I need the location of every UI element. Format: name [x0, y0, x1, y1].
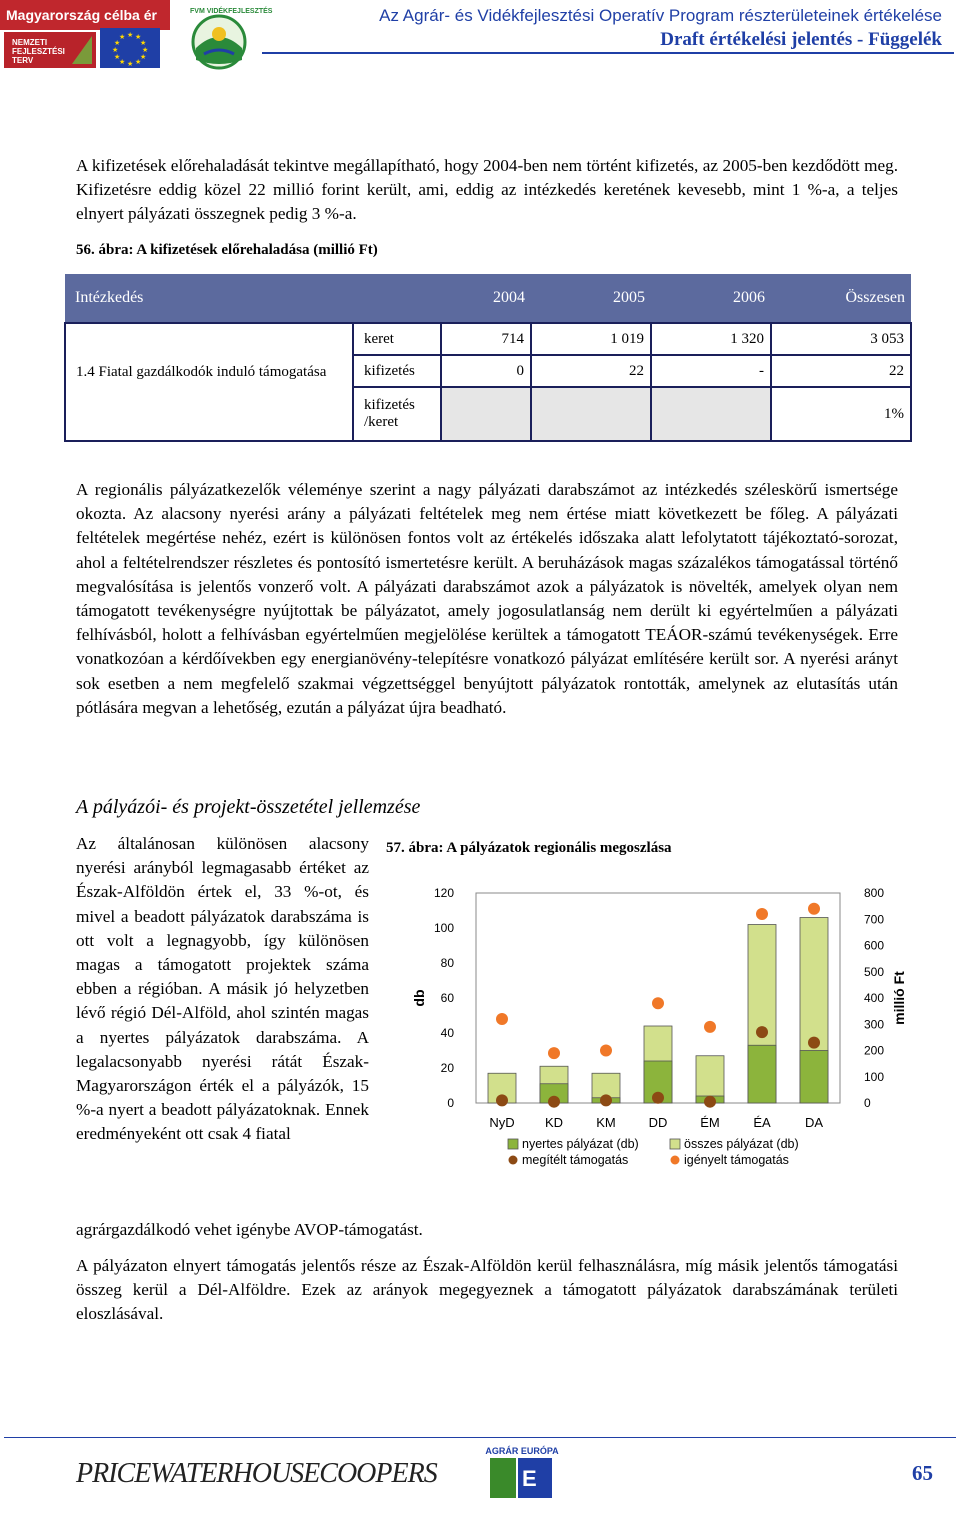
svg-text:★: ★ — [127, 61, 134, 68]
legend-swatch-total — [670, 1139, 680, 1149]
svg-text:★: ★ — [140, 54, 147, 61]
page-number: 65 — [912, 1461, 933, 1485]
fvm-logo — [182, 2, 273, 72]
row-label: kifizetés — [353, 355, 441, 387]
y2-tick-label: 700 — [864, 912, 885, 927]
header-divider — [262, 52, 954, 54]
x-tick-label: KM — [596, 1115, 616, 1130]
row-label: keret — [353, 323, 441, 355]
document-title: Az Agrár- és Vidékfejlesztési Operatív Program részterületeinek értékelése — [379, 6, 942, 25]
eu-flag-icon — [100, 28, 160, 68]
svg-text:★: ★ — [127, 32, 134, 39]
header-2005: 2005 — [531, 274, 651, 323]
svg-text:FVM VIDÉKFEJLESZTÉS: FVM VIDÉKFEJLESZTÉS — [190, 8, 273, 15]
footer-divider — [4, 1437, 956, 1438]
x-tick-label: DA — [804, 1115, 824, 1130]
legend-swatch-winner — [508, 1139, 518, 1149]
header-measure: Intézkedés — [65, 274, 353, 323]
table-row: 1.4 Fiatal gazdálkodók induló támogatása keret 714 1 019 1 320 3 053 — [65, 323, 911, 355]
svg-text:★: ★ — [142, 47, 149, 54]
regional-chart — [380, 860, 920, 1190]
table-row: kifizetés /keret 1% — [65, 387, 911, 441]
svg-text:★: ★ — [119, 59, 126, 66]
y2-tick-label: 100 — [864, 1069, 885, 1084]
x-tick-label: ÉA — [753, 1115, 771, 1130]
header-total: Összesen — [771, 274, 911, 323]
table-caption: 56. ábra: A kifizetések előrehaladása (millió Ft) — [76, 242, 378, 258]
y2-axis-label: millió Ft — [891, 971, 907, 1025]
point-granted-ÉM — [704, 1096, 716, 1108]
svg-text:★: ★ — [135, 34, 142, 41]
point-requested-DA — [808, 903, 820, 915]
y2-tick-label: 0 — [864, 1096, 871, 1110]
point-granted-DA — [808, 1037, 820, 1049]
chart-caption: 57. ábra: A pályázatok regionális megoszlása — [386, 840, 672, 856]
paragraph-payments: A kifizetések előrehaladását tekintve megállapítható, hogy 2004-ben nem történt kifizetés, az 2005-ben kezdődött meg. Kifizetésre eddig közel 22 millió forint került, ami, eddig az intézkedés keretének kevesebb, mint 1 %-a, a teljes elnyert pályázati összegnek pedig 3 %-a. — [76, 156, 898, 224]
y2-tick-label: 400 — [864, 991, 885, 1005]
y-axis-label: db — [411, 989, 427, 1007]
svg-text:★: ★ — [114, 54, 121, 61]
document-subtitle: Draft értékelési jelentés - Függelék — [660, 29, 942, 50]
y-tick-label: 60 — [440, 991, 454, 1005]
svg-text:E: E — [522, 1466, 537, 1491]
svg-text:★: ★ — [112, 47, 119, 54]
point-requested-KM — [600, 1045, 612, 1057]
paragraph-funding: A pályázaton elnyert támogatás jelentős része az Észak-Alföldön kerül felhasználásra, míg másik jelentős támogatási összeg kerül a Dél-Alföldre. Ezek az arányok megegyeznek a támogatott pályázatok darabszámának területi eloszlásával. — [76, 1256, 898, 1324]
y2-tick-label: 300 — [864, 1017, 885, 1032]
pwc-logo: PRICEWATERHOUSECOOPERS — [76, 1458, 437, 1489]
point-requested-ÉM — [704, 1021, 716, 1033]
y2-tick-label: 200 — [864, 1043, 885, 1058]
point-granted-NyD — [496, 1094, 508, 1106]
y-tick-label: 80 — [440, 956, 454, 970]
payments-table — [64, 274, 912, 442]
y-tick-label: 120 — [433, 886, 454, 900]
legend-swatch-requested — [671, 1156, 680, 1165]
legend-label-granted: megítélt támogatás — [522, 1153, 629, 1167]
svg-text:★: ★ — [114, 40, 121, 47]
point-granted-KD — [548, 1096, 560, 1108]
y2-tick-label: 800 — [864, 886, 885, 900]
x-tick-label: ÉM — [700, 1115, 720, 1130]
y2-tick-label: 600 — [864, 938, 885, 953]
bar-winner-DA — [800, 1051, 828, 1104]
point-requested-DD — [652, 997, 664, 1009]
legend-label-winner: nyertes pályázat (db) — [522, 1137, 639, 1151]
legend-label-requested: igényelt támogatás — [684, 1153, 789, 1167]
banner-text: Magyarország célba ér — [6, 7, 157, 23]
paragraph-regions: Az általánosan különösen alacsony nyerési arányból legmagasabb értéket az Észak-Alföldön értek el, 33 %-ot, és mivel a beadott pályázatok darabszáma is ott volt a legnagyobb, így különösen magas a támogatott projektek száma ebben a régióban. A másik jó helyzetben lévő régió Dél-Alföld, ahol szintén magas a nyertes pályázatok darabszáma. A legalacsonyabb nyerési rátát Észak-Magyarországon érték el a pályázók, 15 %-a nyert a beadott pályázatoknak. Ennek eredményeként ott csak 4 fiatal — [76, 834, 369, 1144]
paragraph-regions-end: agrárgazdálkodó vehet igénybe AVOP-támogatást. — [76, 1220, 423, 1239]
header-2004: 2004 — [441, 274, 531, 323]
agrar-europa-logo: AGRÁR EURÓPA E — [476, 1446, 568, 1510]
point-granted-DD — [652, 1092, 664, 1104]
y-tick-label: 20 — [440, 1061, 454, 1075]
paragraph-opinion: A regionális pályázatkezelők véleménye szerint a nagy pályázati darabszámot az intézkedés széleskörű ismertsége okozta. Az alacsony nyerési arány a pályázati feltételek meg nem értése miatt következett be főleg. A pályázati feltételek megértése nehéz, ezért is különösen fontos volt az értékelés időszaka alatt lefolytatott tájékoztató-sorozat, ahol a feltételrendszer részletes és pontosító ismertetésre került. A beruházások magas százalékos támogatással történő megvalósítása is jelentős vonzerő volt. A pályázati darabszámot azok a pályázatok is növelték, amelyek olyan nem támogatott tevékenységre nyújtottak be pályázatot, amely jogosulatlanság nem derült ki egyértelműen a pályázati felhívásból, holott a felhívásban egyértelműen megjelölése kerültek a támogatott TEÁOR-számú tevékenységek. Erre vonatkozóan a kérdőívekben egy energianövény-telepítésre vonatkozó pályázat említésére került sor. A nyerési arányt sok esetben a nem megfelelő szakmai végzettséggel benyújtott pályázatok rontották, amelynek az elutasítás után pótlására megvan a lehetőség, ezután a pályázat újra beadható. — [76, 480, 898, 717]
svg-text:★: ★ — [119, 34, 126, 41]
point-granted-KM — [600, 1094, 612, 1106]
header-2006: 2006 — [651, 274, 771, 323]
point-granted-ÉA — [756, 1026, 768, 1038]
point-requested-KD — [548, 1047, 560, 1059]
table-row: kifizetés 0 22 - 22 — [65, 355, 911, 387]
y-tick-label: 40 — [440, 1026, 454, 1040]
table-header-row — [65, 274, 911, 323]
legend-label-total: összes pályázat (db) — [684, 1137, 799, 1151]
svg-text:★: ★ — [135, 59, 142, 66]
bar-winner-ÉA — [748, 1045, 776, 1103]
x-tick-label: DD — [648, 1115, 668, 1130]
point-requested-ÉA — [756, 908, 768, 920]
point-requested-NyD — [496, 1013, 508, 1025]
x-tick-label: KD — [544, 1115, 564, 1130]
row-label: kifizetés /keret — [353, 387, 441, 441]
nft-logo: NEMZETI FEJLESZTÉSI TERV — [4, 32, 96, 68]
header-banner — [0, 0, 170, 30]
section-title: A pályázói- és projekt-összetétel jellemzése — [76, 796, 421, 818]
y-tick-label: 100 — [433, 921, 454, 935]
measure-cell: 1.4 Fiatal gazdálkodók induló támogatása — [65, 323, 353, 441]
x-tick-label: NyD — [489, 1115, 515, 1130]
legend-swatch-granted — [509, 1156, 518, 1165]
y-tick-label: 0 — [447, 1096, 454, 1110]
y2-tick-label: 500 — [864, 964, 885, 979]
svg-text:★: ★ — [140, 40, 147, 47]
